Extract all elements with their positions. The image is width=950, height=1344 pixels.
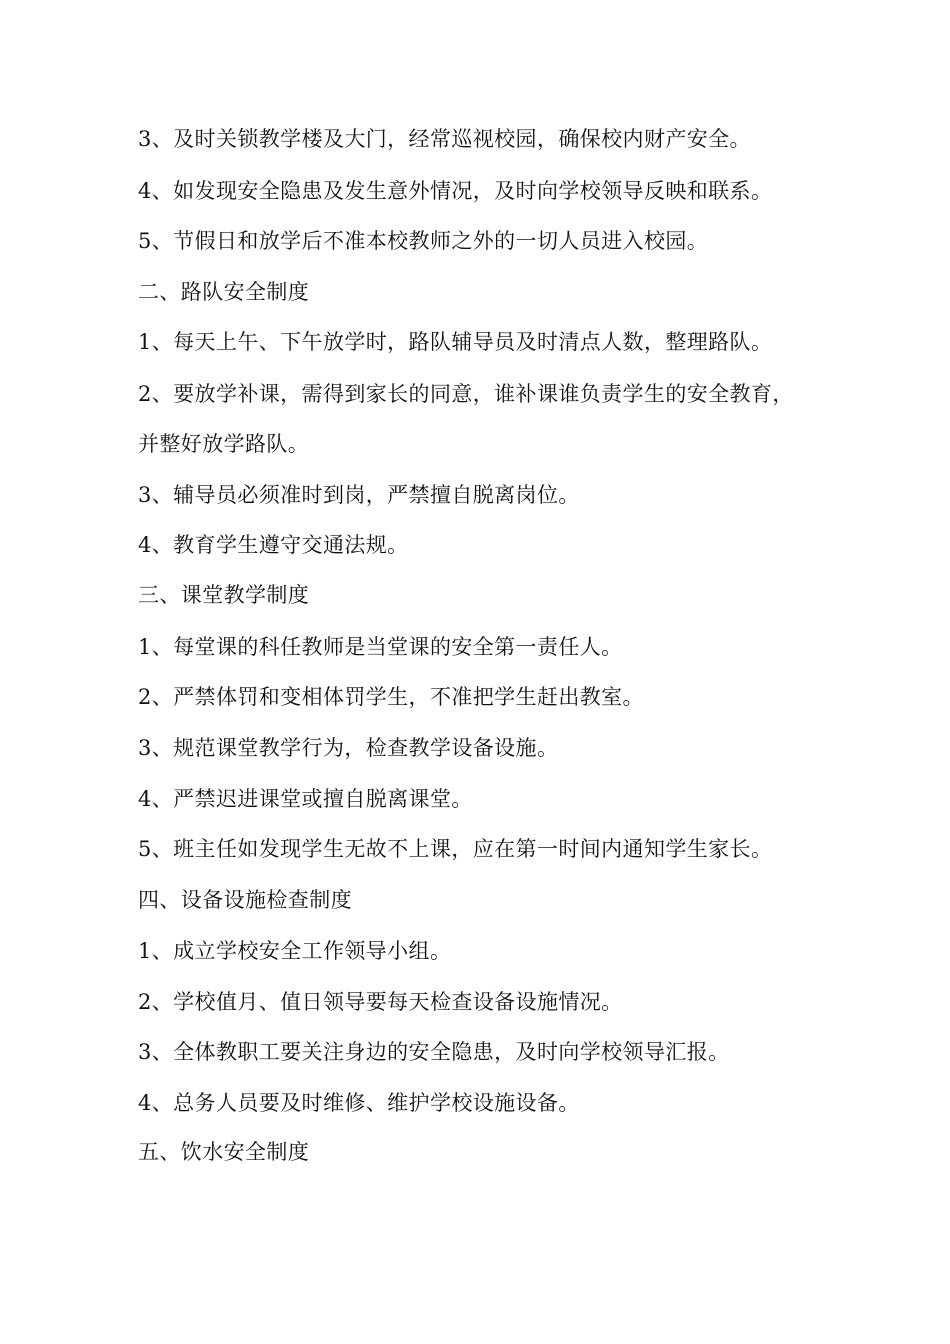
rule-item: 2、学校值月、值日领导要每天检查设备设施情况。 — [138, 990, 623, 1014]
rule-item: 4、严禁迟进课堂或擅自脱离课堂。 — [138, 787, 473, 811]
rule-item: 4、如发现安全隐患及发生意外情况，及时向学校领导反映和联系。 — [138, 179, 773, 203]
section-heading: 二、路队安全制度 — [138, 280, 310, 304]
rule-item: 2、严禁体罚和变相体罚学生，不准把学生赶出教室。 — [138, 685, 644, 709]
rule-item: 3、及时关锁教学楼及大门，经常巡视校园，确保校内财产安全。 — [138, 127, 751, 151]
rule-item: 4、总务人员要及时维修、维护学校设施设备。 — [138, 1091, 580, 1115]
rule-item: 3、规范课堂教学行为，检查教学设备设施。 — [138, 736, 559, 760]
rule-item: 1、每天上午、下午放学时，路队辅导员及时清点人数，整理路队。 — [138, 330, 773, 354]
rule-item: 2、要放学补课，需得到家长的同意，谁补课谁负责学生的安全教育， — [138, 382, 794, 406]
section-heading: 五、饮水安全制度 — [138, 1140, 310, 1164]
rule-item-continuation: 并整好放学路队。 — [138, 432, 310, 456]
rule-item: 1、成立学校安全工作领导小组。 — [138, 939, 452, 963]
rule-item: 3、辅导员必须准时到岗，严禁擅自脱离岗位。 — [138, 483, 580, 507]
rule-item: 5、节假日和放学后不准本校教师之外的一切人员进入校园。 — [138, 229, 709, 253]
rule-item: 1、每堂课的科任教师是当堂课的安全第一责任人。 — [138, 635, 623, 659]
section-heading: 三、课堂教学制度 — [138, 583, 310, 607]
section-heading: 四、设备设施检查制度 — [138, 888, 352, 912]
rule-item: 5、班主任如发现学生无故不上课，应在第一时间内通知学生家长。 — [138, 837, 773, 861]
rule-item: 3、全体教职工要关注身边的安全隐患，及时向学校领导汇报。 — [138, 1040, 730, 1064]
rule-item: 4、教育学生遵守交通法规。 — [138, 533, 409, 557]
